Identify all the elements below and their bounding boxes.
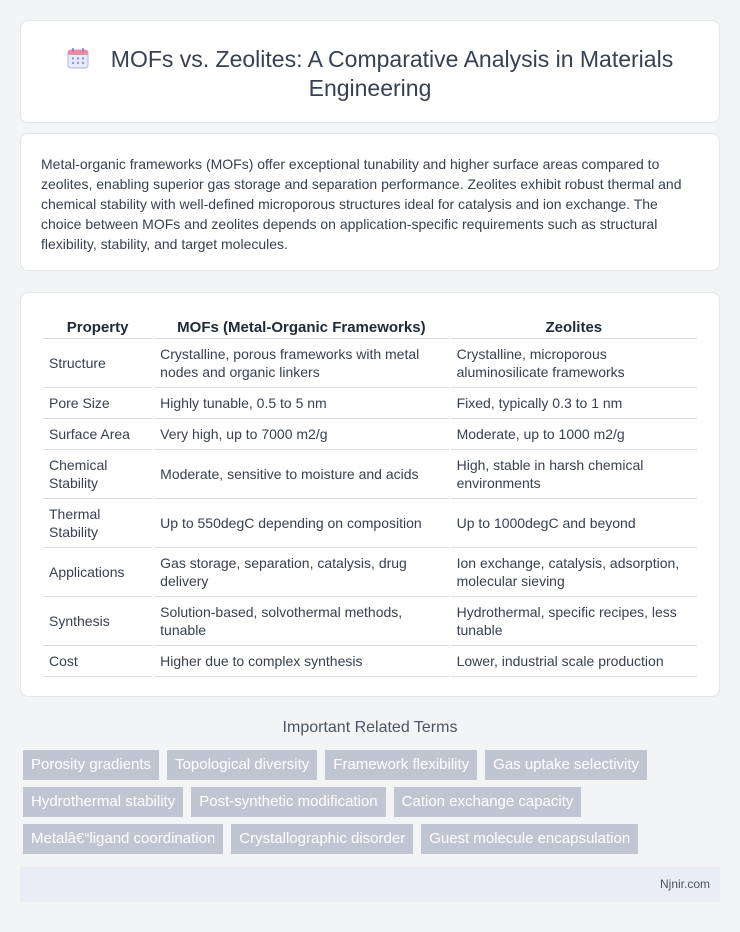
- header-mofs: MOFs (Metal-Organic Frameworks): [154, 315, 448, 339]
- tag-row: [23, 750, 723, 780]
- table-row: [43, 548, 697, 597]
- cell-property: Surface Area: [43, 419, 152, 450]
- cell-mofs: Up to 550degC depending on composition: [154, 499, 448, 548]
- title-text: MOFs vs. Zeolites: A Comparative Analysis in Materials Engineering: [110, 46, 674, 101]
- cell-zeolites: Moderate, up to 1000 m2/g: [451, 419, 697, 450]
- cell-mofs: Crystalline, porous frameworks with metal nodes and organic linkers: [154, 339, 448, 388]
- footer: [20, 867, 720, 902]
- intro-paragraph: Metal-organic frameworks (MOFs) offer exceptional tunability and higher surface areas compared to zeolites, enabling superior gas storage and separation performance. Zeolites exhibit robust thermal and chemical stability with well-defined microporous structures ideal for catalysis and ion exchange. The choice between MOFs and zeolites depends on application-specific requirements such as structural flexibility, stability, and target molecules.: [41, 156, 682, 252]
- cell-zeolites: Lower, industrial scale production: [451, 646, 697, 677]
- cell-mofs: Very high, up to 7000 m2/g: [154, 419, 448, 450]
- tag-topological-diversity[interactable]: Topological diversity: [167, 750, 317, 780]
- comparison-table: [41, 315, 699, 677]
- comparison-table-card: [20, 292, 720, 697]
- table-row: [43, 388, 697, 419]
- table-row: [43, 499, 697, 548]
- table-row: [43, 597, 697, 646]
- cell-property: Cost: [43, 646, 152, 677]
- cell-property: Synthesis: [43, 597, 152, 646]
- tag-framework-flexibility[interactable]: Framework flexibility: [325, 750, 477, 780]
- tag-porosity-gradients[interactable]: Porosity gradients: [23, 750, 159, 780]
- table-header-row: [43, 315, 697, 339]
- cell-property: Thermal Stability: [43, 499, 152, 548]
- table-row: [43, 419, 697, 450]
- cell-mofs: Highly tunable, 0.5 to 5 nm: [154, 388, 448, 419]
- intro-card: [20, 133, 720, 271]
- title-card: [20, 20, 720, 123]
- cell-zeolites: Hydrothermal, specific recipes, less tunable: [451, 597, 697, 646]
- cell-property: Structure: [43, 339, 152, 388]
- tag-row: [23, 824, 723, 854]
- cell-zeolites: Crystalline, microporous aluminosilicate frameworks: [451, 339, 697, 388]
- cell-zeolites: Up to 1000degC and beyond: [451, 499, 697, 548]
- tag-hydrothermal-stability[interactable]: Hydrothermal stability: [23, 787, 183, 817]
- cell-mofs: Moderate, sensitive to moisture and acids: [154, 450, 448, 499]
- calendar-icon: [67, 47, 89, 69]
- cell-mofs: Higher due to complex synthesis: [154, 646, 448, 677]
- tag-guest-molecule-encapsulation[interactable]: Guest molecule encapsulation: [421, 824, 638, 854]
- tag-metal-ligand-coordination[interactable]: Metalâ€“ligand coordination: [23, 824, 223, 854]
- tag-cation-exchange-capacity[interactable]: Cation exchange capacity: [394, 787, 582, 817]
- table-row: [43, 646, 697, 677]
- header-property: Property: [43, 315, 152, 339]
- page-title: [21, 45, 719, 103]
- related-terms-heading: Important Related Terms: [282, 719, 458, 736]
- tag-row: [23, 787, 723, 817]
- cell-mofs: Gas storage, separation, catalysis, drug delivery: [154, 548, 448, 597]
- cell-property: Chemical Stability: [43, 450, 152, 499]
- tag-post-synthetic-modification[interactable]: Post-synthetic modification: [191, 787, 385, 817]
- cell-mofs: Solution-based, solvothermal methods, tunable: [154, 597, 448, 646]
- cell-zeolites: High, stable in harsh chemical environments: [451, 450, 697, 499]
- cell-property: Pore Size: [43, 388, 152, 419]
- related-terms-list: [23, 750, 723, 861]
- cell-zeolites: Fixed, typically 0.3 to 1 nm: [451, 388, 697, 419]
- cell-property: Applications: [43, 548, 152, 597]
- footer-site-link[interactable]: Njnir.com: [659, 877, 710, 891]
- tag-gas-uptake-selectivity[interactable]: Gas uptake selectivity: [485, 750, 647, 780]
- table-row: [43, 450, 697, 499]
- cell-zeolites: Ion exchange, catalysis, adsorption, molecular sieving: [451, 548, 697, 597]
- table-row: [43, 339, 697, 388]
- tag-crystallographic-disorder[interactable]: Crystallographic disorder: [231, 824, 413, 854]
- header-zeolites: Zeolites: [451, 315, 697, 339]
